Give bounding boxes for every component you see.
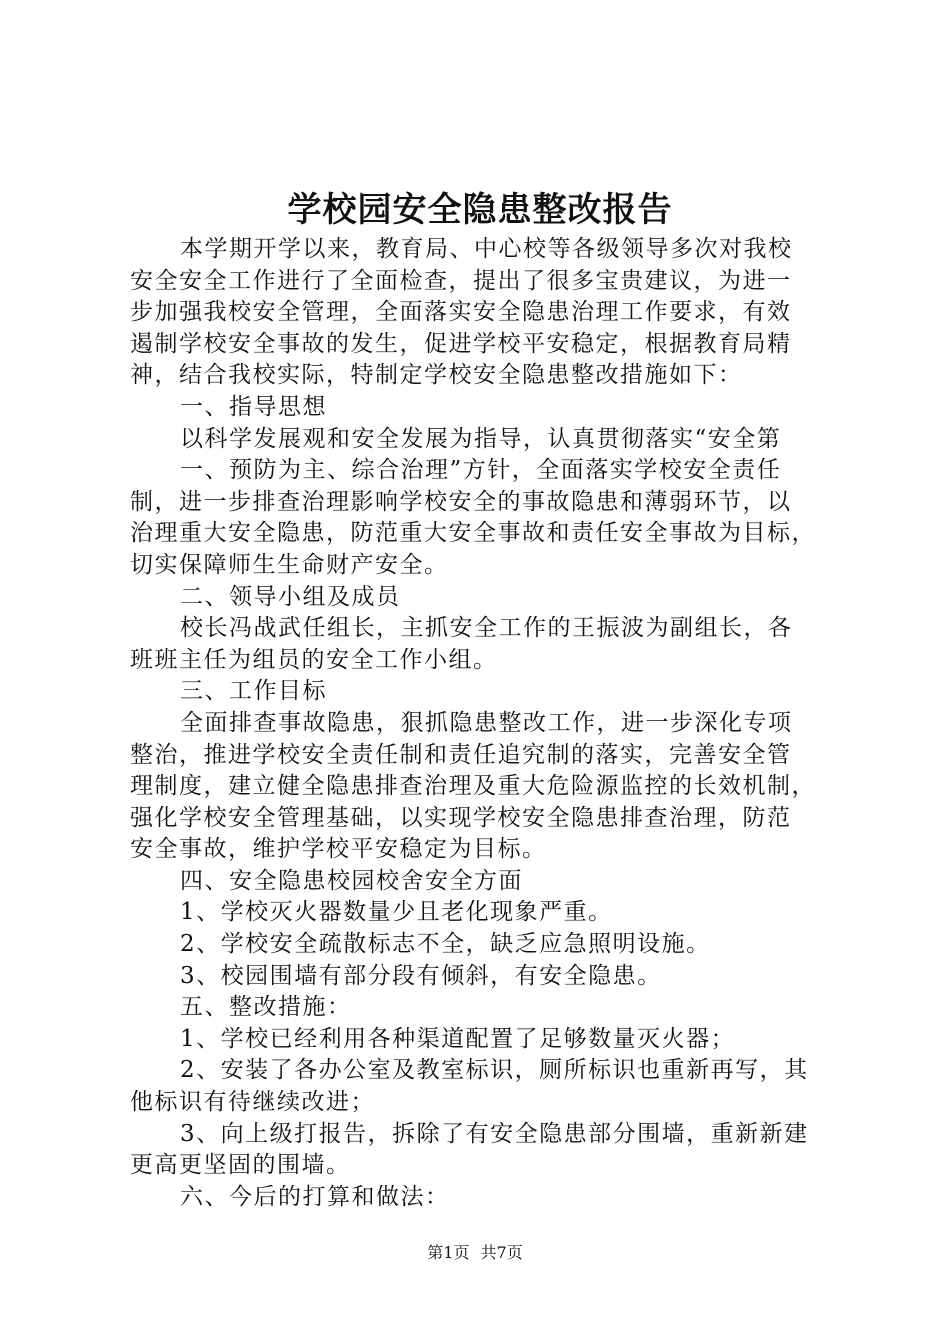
body-line: 理制度，建立健全隐患排查治理及重大危险源监控的长效机制， [130, 773, 816, 800]
body-line: 更高更坚固的围墙。 [130, 1152, 351, 1179]
body-line: 1、学校已经利用各种渠道配置了足够数量灭火器； [180, 1025, 736, 1052]
body-line: 制，进一步排查治理影响学校安全的事故隐患和薄弱环节，以 [130, 488, 792, 515]
body-line: 治理重大安全隐患，防范重大安全事故和责任安全事故为目标， [130, 520, 816, 547]
body-line: 本学期开学以来，教育局、中心校等各级领导多次对我校 [180, 236, 793, 262]
body-line: 3、校园围墙有部分段有倾斜，有安全隐患。 [180, 962, 662, 989]
body-line: 六、今后的打算和做法： [180, 1183, 450, 1210]
body-line: 安全事故，维护学校平安稳定为目标。 [130, 836, 547, 863]
body-line: 五、整改措施： [180, 994, 352, 1021]
body-line: 强化学校安全管理基础，以实现学校安全隐患排查治理，防范 [130, 804, 792, 831]
body-line: 全面排查事故隐患，狠抓隐患整改工作，进一步深化专项 [180, 709, 793, 736]
body-line: 2、安装了各办公室及教室标识，厕所标识也重新再写，其 [180, 1057, 809, 1084]
body-line: 班班主任为组员的安全工作小组。 [130, 646, 498, 673]
body-line: 遏制学校安全事故的发生，促进学校平安稳定，根据教育局精 [130, 330, 792, 357]
body-line: 步加强我校安全管理，全面落实安全隐患治理工作要求，有效 [130, 299, 792, 326]
page-footer [0, 1242, 950, 1264]
body-line: 3、向上级打报告，拆除了有安全隐患部分围墙，重新新建 [180, 1120, 809, 1147]
body-line: 2、学校安全疏散标志不全，缺乏应急照明设施。 [180, 931, 711, 958]
body-line: 二、领导小组及成员 [180, 583, 401, 610]
body-line: 神，结合我校实际，特制定学校安全隐患整改措施如下： [130, 362, 743, 389]
body-line: 他标识有待继续改进； [130, 1089, 375, 1116]
body-line: 切实保障师生生命财产安全。 [130, 551, 449, 578]
document-body [130, 234, 835, 1213]
body-line: 一、指导思想 [180, 393, 327, 420]
body-line: 以科学发展观和安全发展为指导，认真贯彻落实“安全第 [180, 425, 782, 452]
body-line: 一、预防为主、综合治理”方针，全面落实学校安全责任 [180, 457, 782, 484]
document-title: 学校园安全隐患整改报告 [287, 190, 673, 230]
body-line: 校长冯战武任组长，主抓安全工作的王振波为副组长，各 [180, 615, 793, 642]
page-total: 共7页 [480, 1243, 523, 1262]
body-line: 三、工作目标 [180, 678, 327, 705]
body-line: 四、安全隐患校园校舍安全方面 [180, 867, 523, 894]
body-line: 1、学校灭火器数量少且老化现象严重。 [180, 899, 613, 926]
body-line: 整治，推进学校安全责任制和责任追究制的落实，完善安全管 [130, 741, 792, 768]
page-number: 第1页 [427, 1243, 470, 1262]
body-line: 安全安全工作进行了全面检查，提出了很多宝贵建议，为进一 [130, 267, 792, 294]
